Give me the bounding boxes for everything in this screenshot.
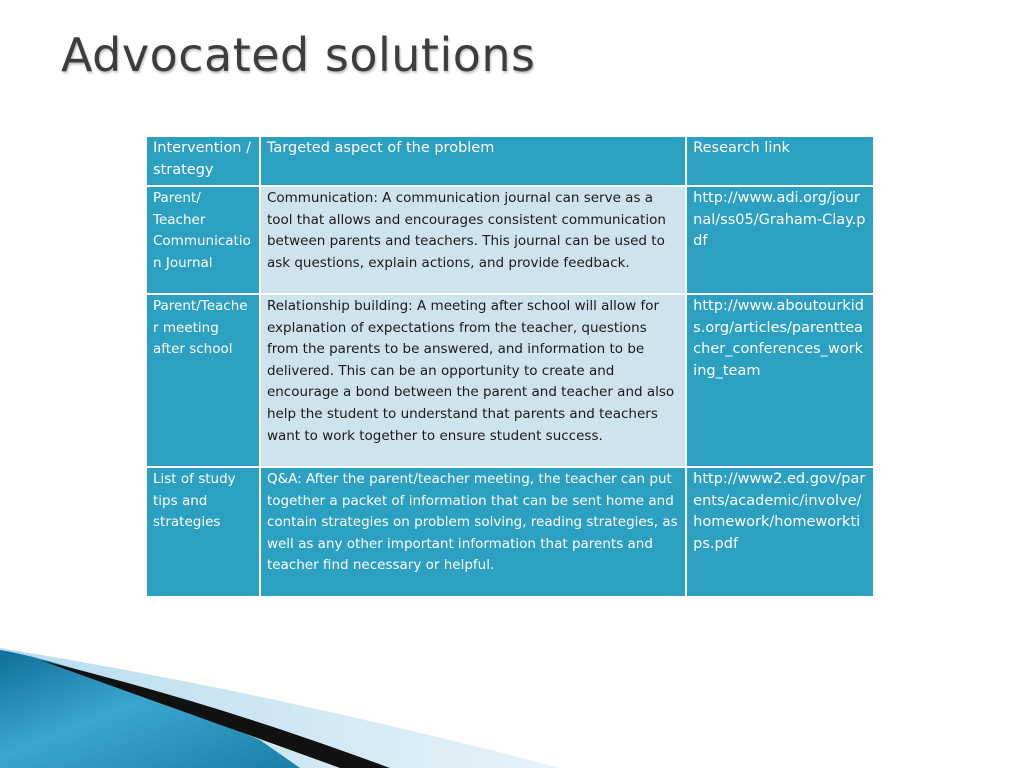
research-link[interactable]: http://www2.ed.gov/parents/academic/involve/homework/homeworktips.pdf	[686, 467, 874, 597]
cell-aspect: Relationship building: A meeting after school will allow for explanation of expectations from the teacher, questions from the parents to be answered, and information to be delivered. This can be an opportunity to create and encourage a bond between the parent and teacher and also help the student to understand that parents and teachers want to work together to ensure student success.	[260, 294, 686, 467]
slide-title: Advocated solutions	[61, 28, 536, 82]
header-strategy: Intervention / strategy	[146, 136, 260, 186]
header-aspect: Targeted aspect of the problem	[260, 136, 686, 186]
research-link[interactable]: http://www.adi.org/journal/ss05/Graham-Clay.pdf	[686, 186, 874, 294]
cell-strategy: Parent/ Teacher Communication Journal	[146, 186, 260, 294]
research-link[interactable]: http://www.aboutourkids.org/articles/parentteacher_conferences_working_team	[686, 294, 874, 467]
header-link: Research link	[686, 136, 874, 186]
cell-strategy: List of study tips and strategies	[146, 467, 260, 597]
cell-aspect: Communication: A communication journal can serve as a tool that allows and encourages consistent communication between parents and teachers. This journal can be used to ask questions, explain actions, and provide feedback.	[260, 186, 686, 294]
cell-aspect: Q&A: After the parent/teacher meeting, the teacher can put together a packet of information that can be sent home and contain strategies on problem solving, reading strategies, as well as any other important information that parents and teacher find necessary or helpful.	[260, 467, 686, 597]
cell-strategy: Parent/Teacher meeting after school	[146, 294, 260, 467]
